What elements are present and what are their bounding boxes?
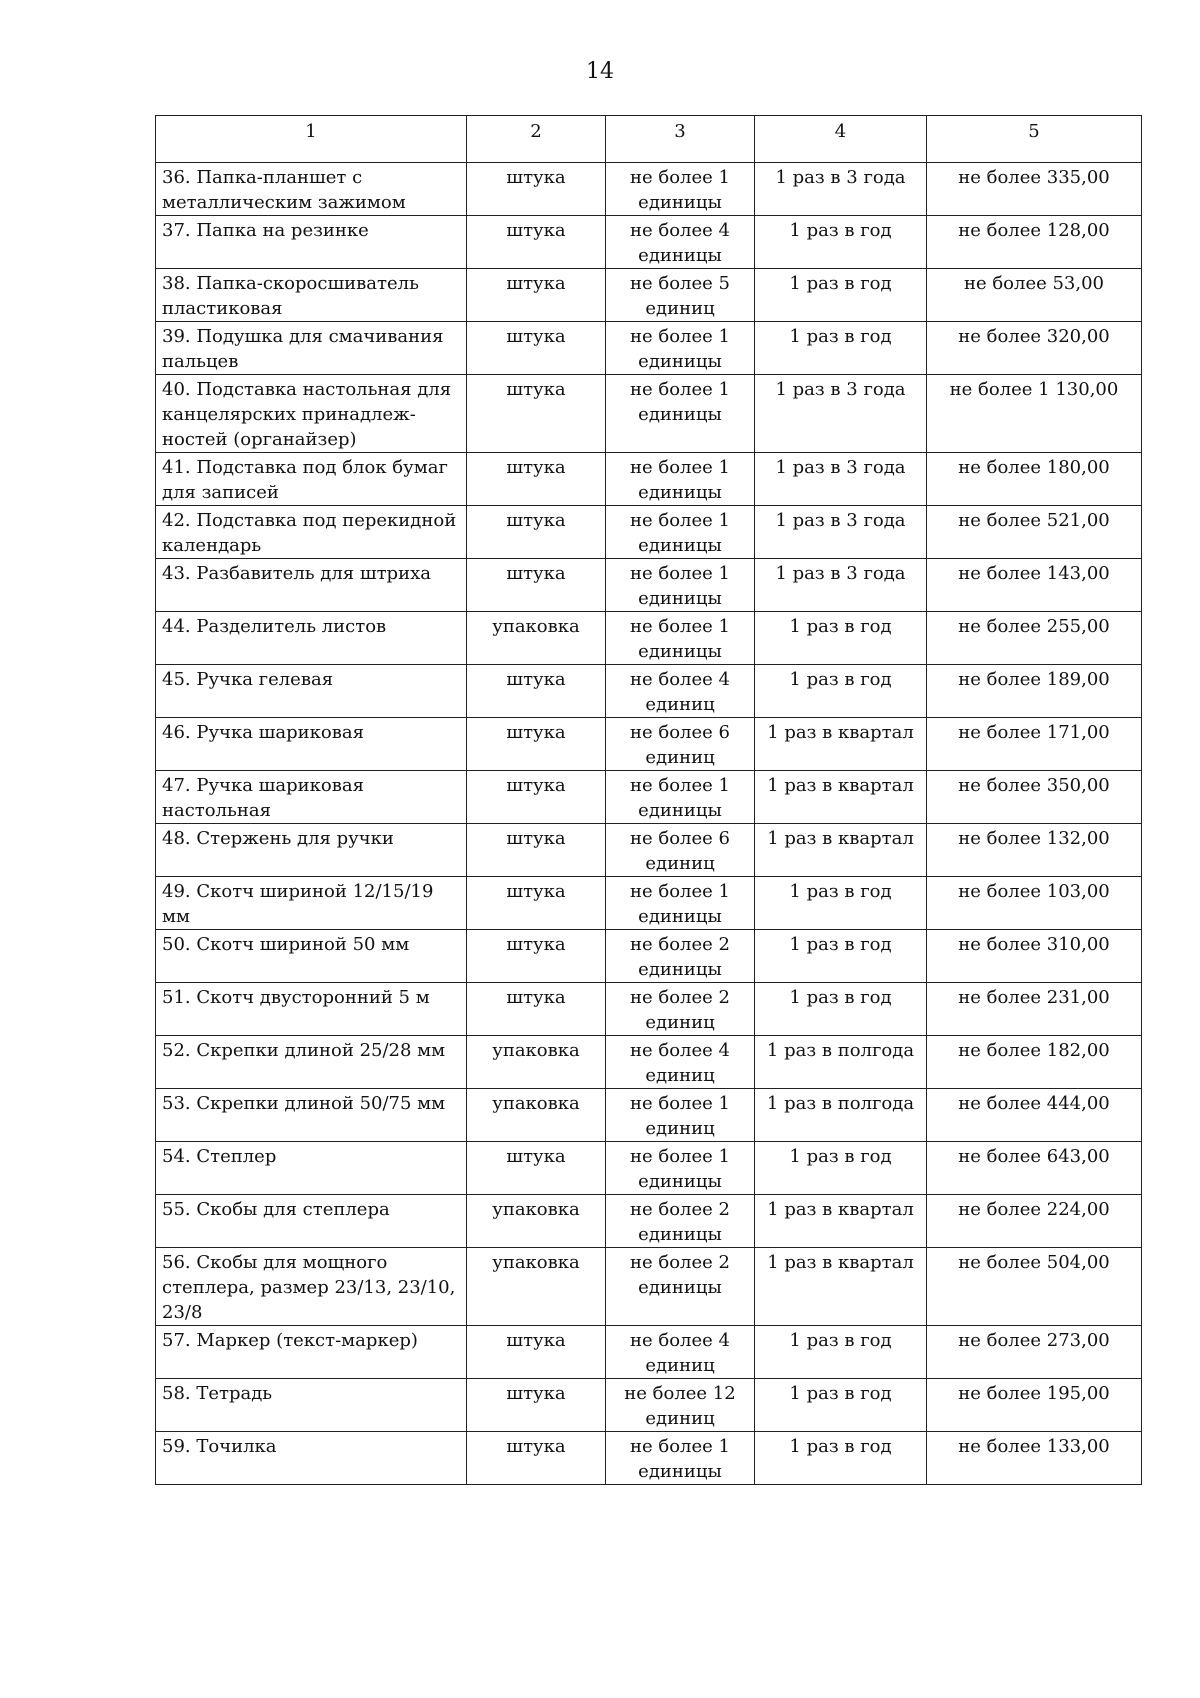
period-cell: 1 раз в год xyxy=(755,1432,927,1485)
item-name-cell: 52. Скрепки длиной 25/28 мм xyxy=(156,1036,467,1089)
price-cell: не более 310,00 xyxy=(927,930,1142,983)
unit-cell: упаковка xyxy=(467,612,606,665)
quantity-cell: не более 1 единицы xyxy=(606,1432,755,1485)
price-cell: не более 255,00 xyxy=(927,612,1142,665)
price-cell: не более 231,00 xyxy=(927,983,1142,1036)
quantity-cell: не более 6 единиц xyxy=(606,718,755,771)
unit-cell: упаковка xyxy=(467,1089,606,1142)
table-row xyxy=(156,930,1142,983)
table-row xyxy=(156,612,1142,665)
price-cell: не более 320,00 xyxy=(927,322,1142,375)
column-header: 2 xyxy=(467,116,606,163)
stationery-norms-table xyxy=(155,115,1142,1485)
unit-cell: штука xyxy=(467,877,606,930)
price-cell: не более 273,00 xyxy=(927,1326,1142,1379)
unit-cell: штука xyxy=(467,718,606,771)
period-cell: 1 раз в квартал xyxy=(755,1248,927,1326)
table-row xyxy=(156,771,1142,824)
quantity-cell: не более 4 единиц xyxy=(606,1326,755,1379)
price-cell: не более 103,00 xyxy=(927,877,1142,930)
quantity-cell: не более 1 единицы xyxy=(606,1142,755,1195)
period-cell: 1 раз в квартал xyxy=(755,718,927,771)
period-cell: 1 раз в год xyxy=(755,269,927,322)
table-row xyxy=(156,1142,1142,1195)
period-cell: 1 раз в 3 года xyxy=(755,163,927,216)
item-name-cell: 41. Подставка под блок бумаг для записей xyxy=(156,453,467,506)
period-cell: 1 раз в квартал xyxy=(755,771,927,824)
unit-cell: штука xyxy=(467,322,606,375)
table-row xyxy=(156,824,1142,877)
item-name-cell: 44. Разделитель листов xyxy=(156,612,467,665)
unit-cell: штука xyxy=(467,771,606,824)
quantity-cell: не более 4 единиц xyxy=(606,1036,755,1089)
unit-cell: штука xyxy=(467,930,606,983)
quantity-cell: не более 2 единицы xyxy=(606,1248,755,1326)
unit-cell: штука xyxy=(467,1326,606,1379)
unit-cell: штука xyxy=(467,1142,606,1195)
unit-cell: штука xyxy=(467,506,606,559)
unit-cell: упаковка xyxy=(467,1195,606,1248)
period-cell: 1 раз в квартал xyxy=(755,824,927,877)
table-row xyxy=(156,1326,1142,1379)
item-name-cell: 45. Ручка гелевая xyxy=(156,665,467,718)
quantity-cell: не более 1 единицы xyxy=(606,877,755,930)
price-cell: не более 643,00 xyxy=(927,1142,1142,1195)
period-cell: 1 раз в год xyxy=(755,1379,927,1432)
unit-cell: штука xyxy=(467,375,606,453)
period-cell: 1 раз в полгода xyxy=(755,1036,927,1089)
period-cell: 1 раз в год xyxy=(755,983,927,1036)
quantity-cell: не более 1 единицы xyxy=(606,506,755,559)
price-cell: не более 504,00 xyxy=(927,1248,1142,1326)
table-row xyxy=(156,665,1142,718)
quantity-cell: не более 1 единицы xyxy=(606,559,755,612)
table-row xyxy=(156,375,1142,453)
period-cell: 1 раз в год xyxy=(755,216,927,269)
table-row xyxy=(156,1195,1142,1248)
quantity-cell: не более 5 единиц xyxy=(606,269,755,322)
table-row xyxy=(156,718,1142,771)
period-cell: 1 раз в год xyxy=(755,1142,927,1195)
table-row xyxy=(156,453,1142,506)
quantity-cell: не более 1 единицы xyxy=(606,163,755,216)
item-name-cell: 57. Маркер (текст-маркер) xyxy=(156,1326,467,1379)
page-number: 14 xyxy=(586,59,614,84)
column-header: 4 xyxy=(755,116,927,163)
price-cell: не более 195,00 xyxy=(927,1379,1142,1432)
column-header: 5 xyxy=(927,116,1142,163)
price-cell: не более 182,00 xyxy=(927,1036,1142,1089)
item-name-cell: 54. Степлер xyxy=(156,1142,467,1195)
quantity-cell: не более 6 единиц xyxy=(606,824,755,877)
item-name-cell: 47. Ручка шариковая настольная xyxy=(156,771,467,824)
table-row xyxy=(156,1379,1142,1432)
quantity-cell: не более 2 единицы xyxy=(606,1195,755,1248)
quantity-cell: не более 1 единицы xyxy=(606,612,755,665)
table-row xyxy=(156,983,1142,1036)
period-cell: 1 раз в 3 года xyxy=(755,559,927,612)
table-row xyxy=(156,322,1142,375)
unit-cell: штука xyxy=(467,665,606,718)
table-row xyxy=(156,1432,1142,1485)
period-cell: 1 раз в 3 года xyxy=(755,375,927,453)
quantity-cell: не более 1 единицы xyxy=(606,322,755,375)
unit-cell: упаковка xyxy=(467,1036,606,1089)
unit-cell: штука xyxy=(467,269,606,322)
column-header: 1 xyxy=(156,116,467,163)
quantity-cell: не более 4 единицы xyxy=(606,216,755,269)
period-cell: 1 раз в полгода xyxy=(755,1089,927,1142)
item-name-cell: 59. Точилка xyxy=(156,1432,467,1485)
quantity-cell: не более 1 единицы xyxy=(606,453,755,506)
item-name-cell: 36. Папка-планшет с металлическим зажимом xyxy=(156,163,467,216)
item-name-cell: 38. Папка-скоросшиватель пластиковая xyxy=(156,269,467,322)
table-row xyxy=(156,1036,1142,1089)
item-name-cell: 37. Папка на резинке xyxy=(156,216,467,269)
period-cell: 1 раз в 3 года xyxy=(755,506,927,559)
column-header: 3 xyxy=(606,116,755,163)
table-row xyxy=(156,877,1142,930)
table-header-row xyxy=(156,116,1142,163)
period-cell: 1 раз в год xyxy=(755,665,927,718)
item-name-cell: 42. Подставка под перекидной календарь xyxy=(156,506,467,559)
quantity-cell: не более 2 единиц xyxy=(606,983,755,1036)
period-cell: 1 раз в год xyxy=(755,1326,927,1379)
unit-cell: упаковка xyxy=(467,1248,606,1326)
period-cell: 1 раз в квартал xyxy=(755,1195,927,1248)
unit-cell: штука xyxy=(467,983,606,1036)
price-cell: не более 133,00 xyxy=(927,1432,1142,1485)
quantity-cell: не более 1 единицы xyxy=(606,771,755,824)
unit-cell: штука xyxy=(467,824,606,877)
price-cell: не более 335,00 xyxy=(927,163,1142,216)
period-cell: 1 раз в год xyxy=(755,612,927,665)
price-cell: не более 180,00 xyxy=(927,453,1142,506)
price-cell: не более 521,00 xyxy=(927,506,1142,559)
item-name-cell: 46. Ручка шариковая xyxy=(156,718,467,771)
price-cell: не более 171,00 xyxy=(927,718,1142,771)
table-row xyxy=(156,506,1142,559)
item-name-cell: 55. Скобы для степлера xyxy=(156,1195,467,1248)
item-name-cell: 43. Разбавитель для штриха xyxy=(156,559,467,612)
item-name-cell: 39. Подушка для смачивания пальцев xyxy=(156,322,467,375)
price-cell: не более 444,00 xyxy=(927,1089,1142,1142)
quantity-cell: не более 4 единиц xyxy=(606,665,755,718)
price-cell: не более 128,00 xyxy=(927,216,1142,269)
item-name-cell: 56. Скобы для мощного степлера, размер 23/13, 23/10, 23/8 xyxy=(156,1248,467,1326)
table-row xyxy=(156,1089,1142,1142)
table-row xyxy=(156,559,1142,612)
table-body xyxy=(156,163,1142,1485)
price-cell: не более 224,00 xyxy=(927,1195,1142,1248)
price-cell: не более 350,00 xyxy=(927,771,1142,824)
period-cell: 1 раз в год xyxy=(755,322,927,375)
price-cell: не более 189,00 xyxy=(927,665,1142,718)
quantity-cell: не более 2 единицы xyxy=(606,930,755,983)
item-name-cell: 58. Тетрадь xyxy=(156,1379,467,1432)
period-cell: 1 раз в год xyxy=(755,930,927,983)
period-cell: 1 раз в 3 года xyxy=(755,453,927,506)
table-row xyxy=(156,269,1142,322)
price-cell: не более 1 130,00 xyxy=(927,375,1142,453)
unit-cell: штука xyxy=(467,453,606,506)
item-name-cell: 48. Стержень для ручки xyxy=(156,824,467,877)
unit-cell: штука xyxy=(467,1432,606,1485)
table-row xyxy=(156,163,1142,216)
item-name-cell: 40. Подставка настольная для канцелярских принадлеж-ностей (органайзер) xyxy=(156,375,467,453)
price-cell: не более 132,00 xyxy=(927,824,1142,877)
unit-cell: штука xyxy=(467,559,606,612)
quantity-cell: не более 1 единиц xyxy=(606,1089,755,1142)
item-name-cell: 50. Скотч шириной 50 мм xyxy=(156,930,467,983)
table-row xyxy=(156,216,1142,269)
item-name-cell: 51. Скотч двусторонний 5 м xyxy=(156,983,467,1036)
period-cell: 1 раз в год xyxy=(755,877,927,930)
unit-cell: штука xyxy=(467,216,606,269)
unit-cell: штука xyxy=(467,163,606,216)
price-cell: не более 143,00 xyxy=(927,559,1142,612)
quantity-cell: не более 1 единицы xyxy=(606,375,755,453)
table-row xyxy=(156,1248,1142,1326)
quantity-cell: не более 12 единиц xyxy=(606,1379,755,1432)
unit-cell: штука xyxy=(467,1379,606,1432)
item-name-cell: 53. Скрепки длиной 50/75 мм xyxy=(156,1089,467,1142)
item-name-cell: 49. Скотч шириной 12/15/19 мм xyxy=(156,877,467,930)
price-cell: не более 53,00 xyxy=(927,269,1142,322)
